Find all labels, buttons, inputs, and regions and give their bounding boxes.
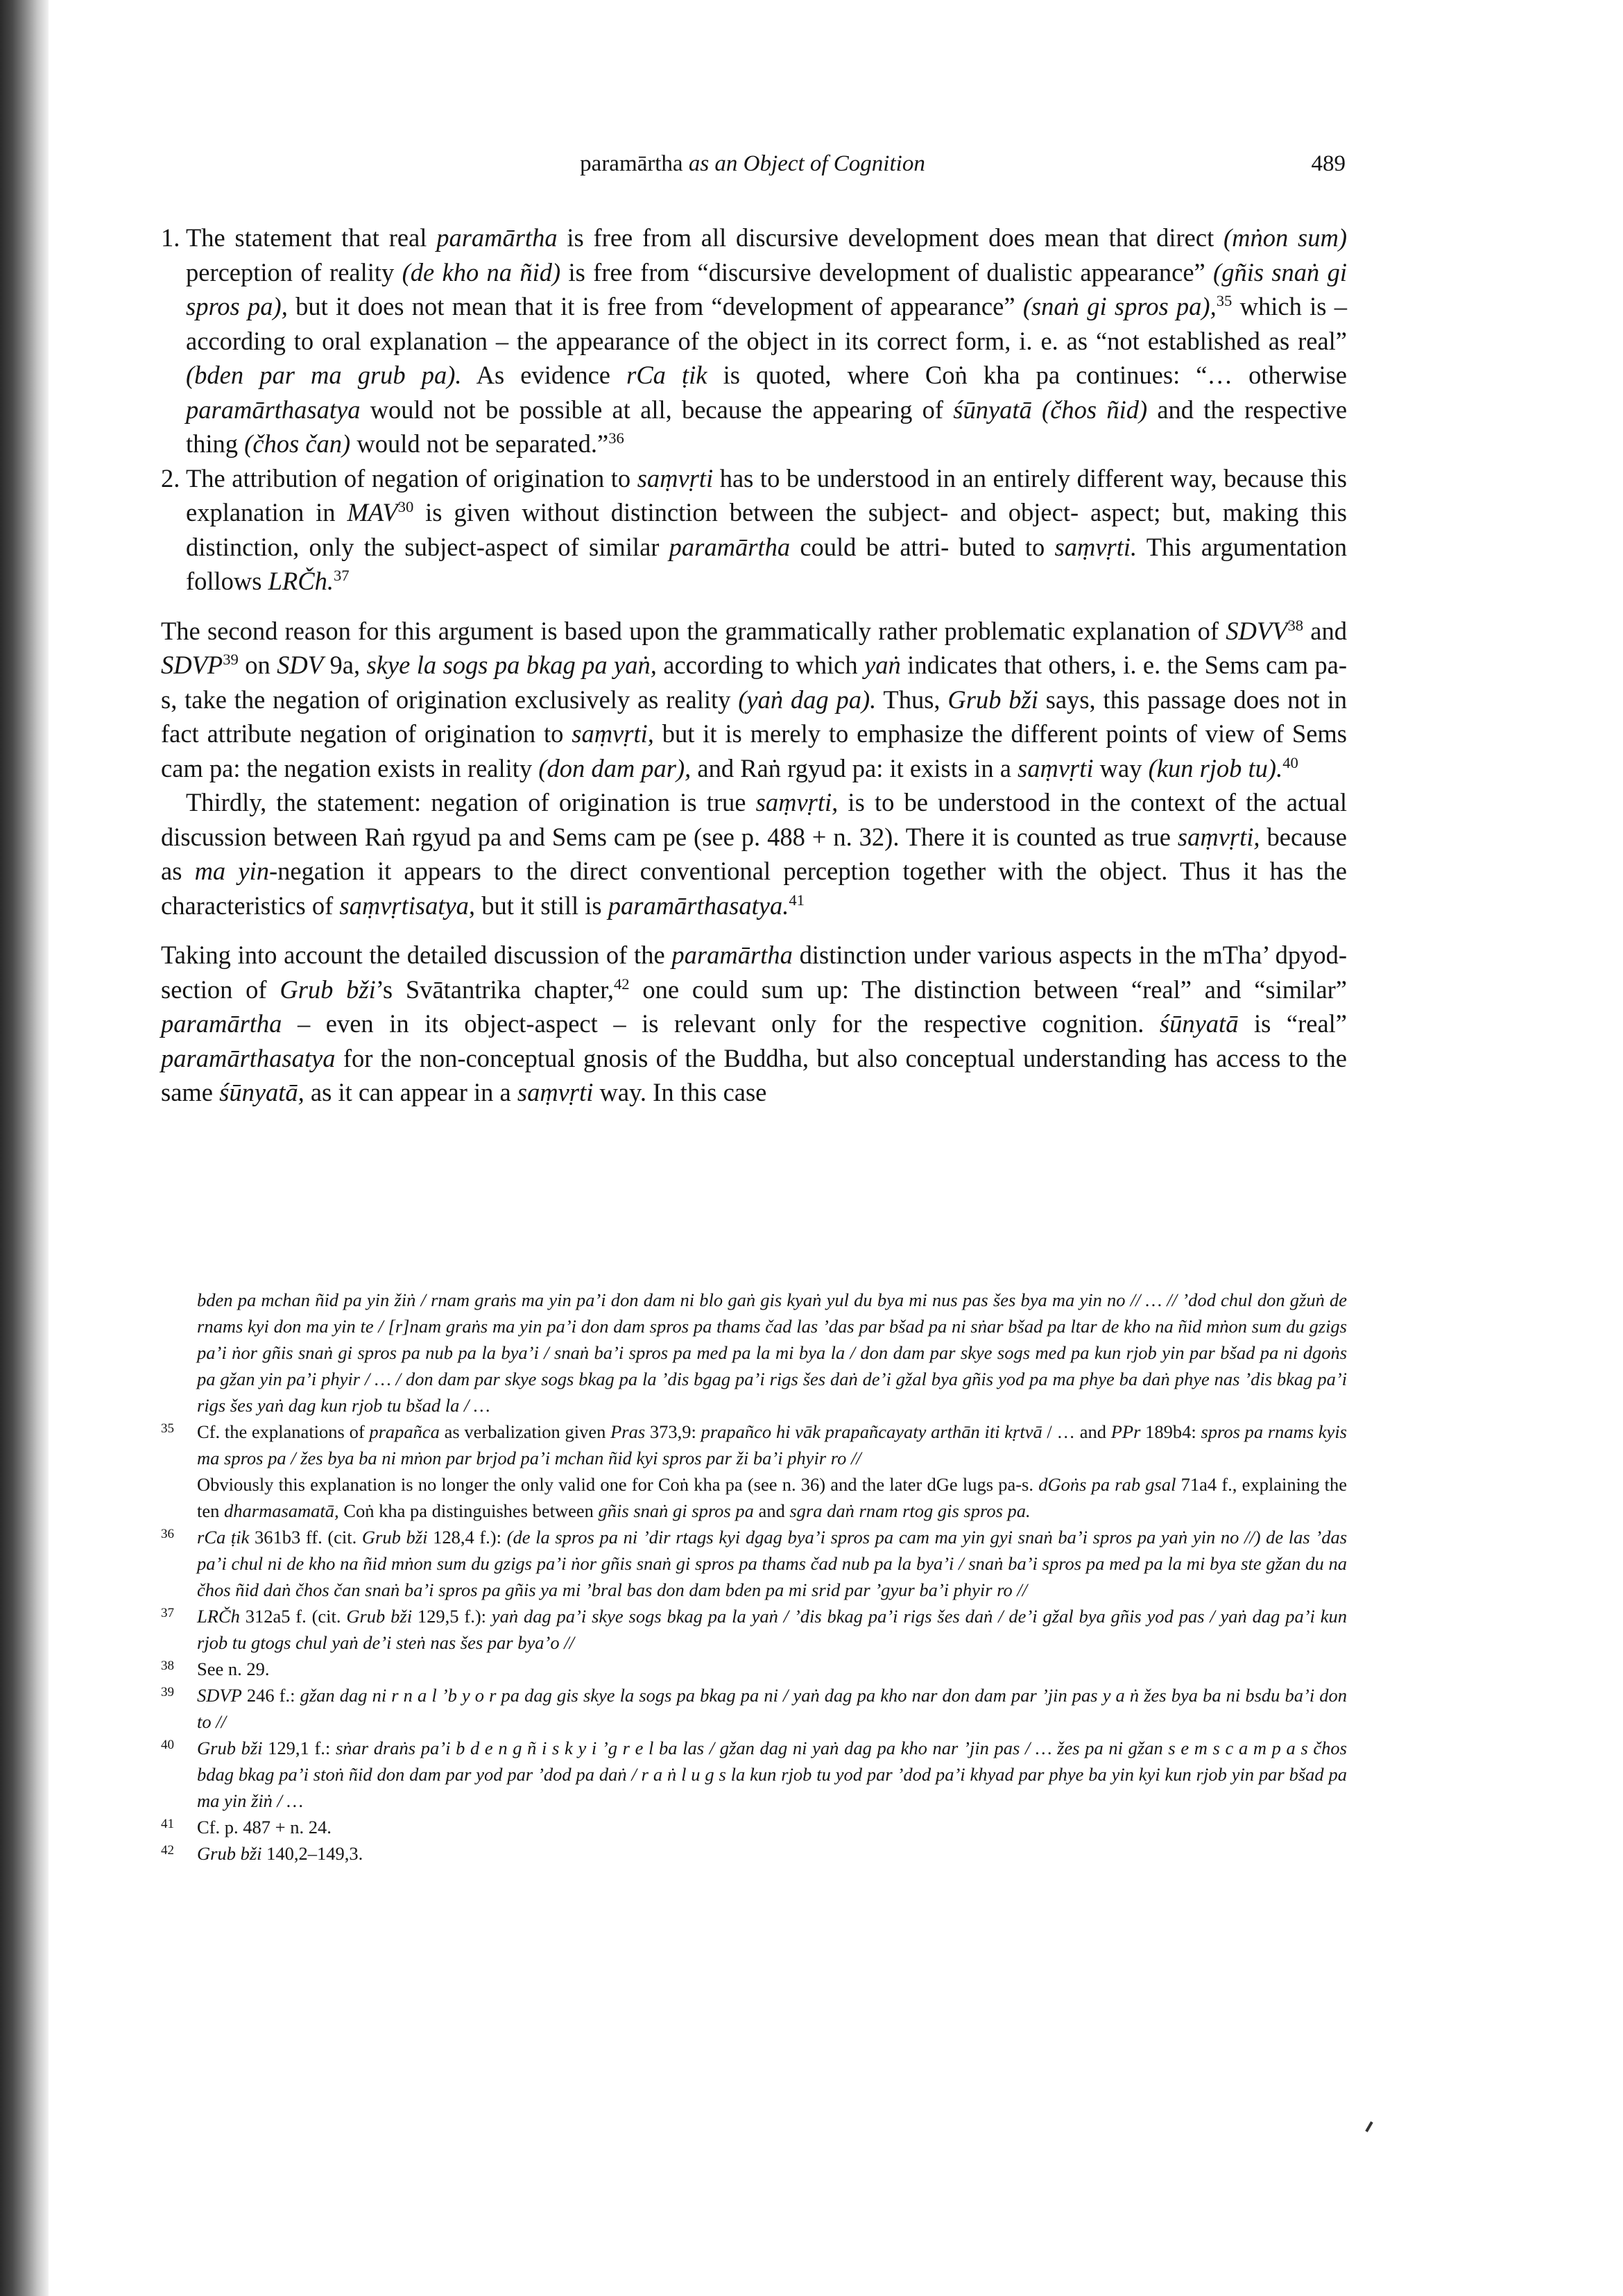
text-run: rCa ṭik — [626, 361, 707, 389]
text-run: conceptual understanding has access to the same — [161, 1043, 1348, 1106]
list-item-text — [186, 223, 1347, 458]
footnote-39 — [161, 1682, 1347, 1735]
text-run: others, i. e. the Sems cam pa-s, take the negation of origination exclusively as reality — [161, 651, 1347, 714]
text-run: don dam par skye sogs med pa kun rjob yin par bšad pa ni dgoṅs pa gžan yin pa’i phyir / … / don dam par skye sogs bkag pa la — [197, 1342, 1348, 1389]
footnotes — [161, 1287, 1347, 1867]
text-run: // ’dod chul don gžuṅ de rnams kyi don ma yin te / — [197, 1290, 1348, 1337]
text-run: Thus, — [876, 685, 941, 714]
text-run: saṃvṛti — [1017, 753, 1094, 782]
paragraph-summary — [161, 938, 1347, 1110]
text-run: appearance” — [1080, 257, 1214, 286]
text-run: is “real” — [1238, 1009, 1348, 1038]
text-run: for the non-conceptual gnosis of the Buddha, but also — [335, 1043, 898, 1072]
text-run: MAV — [347, 498, 398, 526]
text-run: is to be understood in the context of — [838, 788, 1236, 816]
text-run: saṃvṛti, — [755, 788, 839, 816]
text-run: SDVP — [197, 1685, 242, 1706]
text-run: bden pa mchan ñid pa yin žiṅ / rnam graṅs ma yin pa’i don dam ni blo gaṅ gis kyaṅ yul du bya mi nus pas šes bya ma yin no // … — [197, 1290, 1162, 1310]
text-run: 129,1 f.: — [262, 1738, 336, 1758]
text-run: is free from all discursive development does mean that direct — [557, 223, 1214, 252]
text-run: saṃvṛtisatya, — [339, 891, 476, 920]
text-run: according to which — [656, 651, 865, 679]
text-run: pas / yaṅ dag pa’i kun rjob tu gtogs chul yaṅ de’i steṅ nas šes par bya’o // — [197, 1606, 1348, 1653]
footnote-text — [197, 1606, 1347, 1653]
text-run: saṃvṛti — [517, 1078, 594, 1106]
text-run: paramārtha — [669, 532, 791, 561]
text-run: dharmasamatā, — [224, 1500, 339, 1521]
section-gap — [161, 599, 1347, 614]
footnote-text — [197, 1843, 363, 1864]
text-run: spros pa rnams kyis ma spros pa / žes bya ba ni mṅon par brjod pa’i mchan ñid kyi spros par ži ba’i phyir ro // — [197, 1421, 1347, 1468]
text-run: khyad par phye ba yin kyi kun rjob yin par bšad pa ma yin žiṅ / … — [197, 1764, 1348, 1811]
text-run: prapañco hi vāk prapañcayaty arthān iti kṛtvā — [701, 1421, 1042, 1442]
text-run: but it still is — [475, 891, 608, 920]
text-run: paramārthasatya — [161, 1043, 336, 1072]
text-run: buted to — [959, 532, 1055, 561]
text-run: SDVV — [1226, 616, 1288, 645]
text-run: LRČh — [197, 1606, 240, 1627]
text-run: 128,4 f.): — [427, 1527, 507, 1548]
text-run: 189b4: — [1145, 1421, 1201, 1442]
section-gap — [161, 923, 1347, 938]
text-run: sṅar draṅs pa’i b d e n g ñ i s k y i ’g r e l ba las / gžan dag ni yaṅ dag pa kho nar ’jin pas / … žes pa ni gžan — [335, 1738, 1163, 1758]
footnote-number: 37 — [161, 1606, 174, 1620]
text-run: object in its correct form, i. e. as “not established as real” — [746, 326, 1348, 355]
text-run: could be attri- — [790, 532, 950, 561]
text-run: as verbalization given — [439, 1421, 611, 1442]
text-run: way, because this explanation in — [186, 463, 1348, 526]
text-run: (don dam par), — [538, 753, 692, 782]
text-run: 9a, — [323, 651, 367, 679]
page-number: 489 — [1311, 151, 1346, 176]
text-run: SDV — [277, 651, 324, 679]
text-run: Grub bži — [280, 975, 376, 1004]
book-spine-shadow — [0, 0, 49, 2296]
text-run: and the respective thing — [186, 395, 1348, 458]
text-run: The attribution of negation of origination to — [186, 463, 637, 492]
text-run: way — [1093, 753, 1149, 782]
text-run: See n. 29. — [197, 1659, 270, 1679]
text-run: mTha’ dpyod-section of — [161, 941, 1347, 1004]
text-run: and Raṅ rgyud pa: it exists in a — [697, 753, 1018, 782]
text-run: 373,9: — [645, 1421, 701, 1442]
footnote-continuation — [161, 1287, 1347, 1419]
text-run: Taking into account the detailed discussion of the — [161, 941, 672, 969]
list-item-2 — [161, 461, 1347, 599]
text-run: 129,5 f.): — [412, 1606, 492, 1627]
text-run: ’dis bgag pa’i rigs šes daṅ de’i gžal bya gñis yod pa ma phye ba daṅ phye nas ’dis bkag pa’i rigs šes yaṅ dag kun rjob tu bšad la / … — [197, 1369, 1348, 1416]
text-run: sgra — [789, 1500, 823, 1521]
footnote-35-continued — [161, 1471, 1347, 1524]
text-run: saṃvṛti, — [572, 719, 654, 748]
list-item-1 — [161, 221, 1347, 461]
main-text — [161, 221, 1347, 1110]
text-run: is given without distinction between the subject- and object- — [413, 498, 1079, 526]
text-run: Grub bži — [197, 1843, 262, 1864]
paragraph-thirdly — [161, 785, 1347, 923]
text-run: paramārtha — [161, 1009, 282, 1038]
text-run: and — [753, 1500, 790, 1521]
text-run: saṃvṛti — [637, 463, 714, 492]
footnote-40 — [161, 1735, 1347, 1814]
text-run: the object. Thus it has the characteristics of — [161, 857, 1347, 920]
text-run: / … and — [1042, 1421, 1111, 1442]
text-run: pa mi srid par ’gyur ba’i phyir ro // — [765, 1579, 1028, 1600]
paragraph-second-reason — [161, 614, 1347, 786]
footnote-text — [197, 1817, 332, 1837]
text-run: śūnyatā — [1159, 1009, 1239, 1038]
text-run: Pras — [610, 1421, 646, 1442]
text-run: śūnyatā, — [219, 1078, 304, 1106]
text-run: has to be understood in an entirely different — [713, 463, 1164, 492]
text-run: is quoted, where Coṅ kha pa continues: “… otherwise — [723, 361, 1348, 389]
text-run: dGoṅs pa rab gsal — [1038, 1474, 1176, 1495]
text-run: gñis snaṅ gi spros pa — [598, 1500, 754, 1521]
text-run: distinction under various aspects in the — [792, 941, 1196, 969]
text-run: 37 — [333, 566, 350, 584]
text-run: (yaṅ dag pa). — [738, 685, 877, 714]
text-run: and — [1303, 616, 1348, 645]
footnote-42 — [161, 1840, 1347, 1867]
list-item-text — [186, 464, 1347, 596]
text-run: (de kho na ñid) — [402, 257, 561, 286]
footnote-37 — [161, 1603, 1347, 1656]
text-run: 30 — [397, 497, 414, 515]
footnote-number: 36 — [161, 1527, 174, 1541]
text-run: but it is merely — [653, 719, 821, 748]
text-run: as it can appear in a — [304, 1078, 517, 1106]
text-run: Cf. the explanations of — [197, 1421, 370, 1442]
footnote-text — [197, 1527, 1347, 1600]
text-run: (de la spros pa ni ’dir rtags kyi dgag bya’i spros pa cam ma yin gyi snaṅ ba’i spros pa — [506, 1527, 1156, 1548]
pencil-mark — [1365, 2121, 1373, 2132]
page-header — [160, 151, 1346, 177]
text-run: Grub bži — [361, 1527, 428, 1548]
text-run: one could sum up: The distinction between — [629, 975, 1119, 1004]
text-run: LRČh. — [268, 567, 334, 595]
text-run: separated.” — [495, 429, 609, 458]
text-run: paramārthasatya. — [608, 891, 789, 920]
text-run: 36 — [608, 429, 624, 447]
text-run: s e m s c a m p a s čhos bdag bkag pa’i stoṅ ñid don dam par yod par ’dod pa daṅ / r a ṅ l u g s la kun rjob tu yod par ’dod pa’i — [197, 1738, 1347, 1785]
text-run: bya ba ni bsdu ba’i don to // — [197, 1685, 1348, 1732]
text-run: 361b3 ff. (cit. — [249, 1527, 362, 1548]
text-run: pa’i ṅor gñis snaṅ gi spros pa nub pa la bya’i / snaṅ ba’i spros pa med pa la mi bya la / — [197, 1342, 855, 1363]
footnote-36 — [161, 1524, 1347, 1603]
text-run: This argumentation follows — [186, 532, 1348, 595]
text-run: is free from “discursive development of dualistic — [560, 257, 1073, 286]
text-run: on — [238, 651, 277, 679]
text-run: Thirdly, the statement: negation of origination is true — [186, 788, 756, 816]
footnote-number: 38 — [161, 1659, 174, 1673]
text-run: 312a5 f. (cit. — [239, 1606, 347, 1627]
footnote-38 — [161, 1656, 1347, 1682]
footnote-number: 42 — [161, 1843, 174, 1858]
text-run: way. In this case — [593, 1078, 767, 1106]
footnote-41 — [161, 1814, 1347, 1840]
footnote-text — [197, 1421, 1347, 1468]
text-run: (bden par ma grub pa). — [186, 361, 462, 389]
text-run: gžan dag ni r n a l ’b y o r pa dag gis skye la sogs pa bkag pa ni / yaṅ dag pa kho nar don dam par ’jin pas y a ṅ žes — [300, 1685, 1167, 1706]
footnote-number: 39 — [161, 1685, 174, 1699]
text-run: cognition. — [1042, 1009, 1160, 1038]
numbered-list — [161, 221, 1347, 599]
footnote-number: 40 — [161, 1738, 174, 1752]
footnote-number: 35 — [161, 1421, 174, 1436]
text-run: ma yin — [194, 857, 269, 885]
text-run: aspect; but, making this distinction, only the subject-aspect of similar — [186, 498, 1348, 561]
text-run: prapañca — [369, 1421, 440, 1442]
text-run: (gñis snaṅ gi spros pa), — [186, 257, 1348, 320]
text-run: (čhos čan) — [244, 429, 351, 458]
text-run: “real” and “similar” — [1131, 975, 1347, 1004]
text-run: The statement that real — [186, 223, 437, 252]
text-run: says, this passage does not in fact attribute negation of origination to — [161, 685, 1347, 748]
text-run: 42 — [613, 975, 630, 993]
footnote-text — [197, 1685, 1347, 1732]
text-run: paramārthasatya — [186, 395, 361, 424]
footnote-number: 41 — [161, 1817, 174, 1831]
text-run: but it does not mean that it is free from “development of — [287, 292, 882, 320]
list-number: 1. — [161, 223, 180, 252]
text-run: skye la sogs pa bkag pa yaṅ, — [366, 651, 657, 679]
text-run: SDVP — [161, 651, 223, 679]
text-run: yaṅ — [864, 651, 901, 679]
text-run: As evidence — [461, 361, 627, 389]
text-run: Obviously this explanation is no longer the only valid one for Coṅ kha pa (see n. 36) and the later dGe lugs pa-s. — [197, 1474, 1033, 1495]
text-run: Grub bži — [947, 685, 1038, 714]
text-run: Cf. p. 487 + n. 24. — [197, 1817, 332, 1837]
text-run: saṃvṛti, — [1177, 822, 1260, 851]
text-run: 140,2–149,3. — [261, 1843, 363, 1864]
text-run: would not be possible at all, — [360, 395, 672, 424]
text-run: paramārtha — [671, 941, 793, 969]
text-run: daṅ rnam rtog gis spros pa. — [827, 1500, 1031, 1521]
text-run: -negation it appears to the direct conventional perception together with — [268, 857, 1044, 885]
text-run: 71a4 f., explaining the ten — [197, 1474, 1347, 1521]
text-run: appearance” — [890, 292, 1023, 320]
text-run: because the appearing of — [681, 395, 954, 424]
text-run: snaṅ ba’i spros pa med pa la mi bya ste gžan du na čhos ñid daṅ čhos čan snaṅ ba’i spros pa gñis ya mi ’bral bas don dam bden — [197, 1553, 1347, 1600]
text-run: which is – according to oral explanation – the appearance of the — [186, 292, 1347, 355]
text-run: (mṅon sum) — [1223, 223, 1348, 252]
text-run: the actual discussion between Raṅ rgyud pa and Sems cam pe (see p. 488 + n. 32). There it is counted as — [161, 788, 1347, 851]
list-number: 2. — [161, 463, 180, 492]
text-run: to emphasize the different points of view of Sems cam pa: the negation exists in reality — [161, 719, 1348, 782]
text-run: yaṅ yin no //) de las ’das pa’i chul ni de kho na ñid mṅon sum du gzigs pa’i ṅor gñis snaṅ gi spros pa thams čad nub pa la bya’i / — [197, 1527, 1348, 1574]
text-run: – even in its object-aspect – is relevant only for the respective — [282, 1009, 1027, 1038]
text-run: 41 — [789, 891, 805, 909]
running-title: paramārtha as an Object of Cognition — [580, 151, 925, 176]
text-run: 35 — [1216, 291, 1233, 309]
text-run: saṃvṛti. — [1054, 532, 1137, 561]
text-run: rCa ṭik — [197, 1527, 250, 1548]
text-run: Grub bži — [197, 1738, 263, 1758]
footnote-text — [197, 1659, 270, 1679]
text-run: PPr — [1110, 1421, 1141, 1442]
text-run: 246 f.: — [241, 1685, 300, 1706]
text-run: 40 — [1282, 753, 1298, 771]
text-run: (snaṅ gi spros pa), — [1022, 292, 1217, 320]
footnote-35 — [161, 1419, 1347, 1471]
text-run: śūnyatā (čhos ñid) — [953, 395, 1148, 424]
text-run: Coṅ kha pa distinguishes between — [338, 1500, 599, 1521]
text-run: 39 — [223, 650, 239, 668]
text-run: (kun rjob tu). — [1148, 753, 1283, 782]
text-run: 38 — [1287, 616, 1304, 634]
text-run: [r]nam graṅs ma yin pa’i don dam spros pa thams čad las ’das par bšad pa ni sṅar bšad pa ltar de kho na ñid mṅon sum du gzigs — [388, 1316, 1347, 1337]
text-run: Grub bži — [346, 1606, 413, 1627]
text-run: would not be — [350, 429, 489, 458]
text-run: indicates that — [900, 651, 1042, 679]
text-run: paramārtha — [436, 223, 558, 252]
text-run: true — [1131, 822, 1178, 851]
text-run: yaṅ dag pa’i skye sogs bkag pa la yaṅ / ’dis bkag pa’i rigs šes daṅ / de’i gžal bya gñis yod — [491, 1606, 1174, 1627]
text-run: The second reason for this argument is based upon the grammatically rather problematic explanation of — [161, 616, 1219, 645]
text-run: perception of reality — [186, 257, 402, 286]
text-run: ’s Svātantrika chapter, — [375, 975, 614, 1004]
footnote-text — [197, 1738, 1347, 1811]
text-run: because as — [161, 822, 1348, 885]
